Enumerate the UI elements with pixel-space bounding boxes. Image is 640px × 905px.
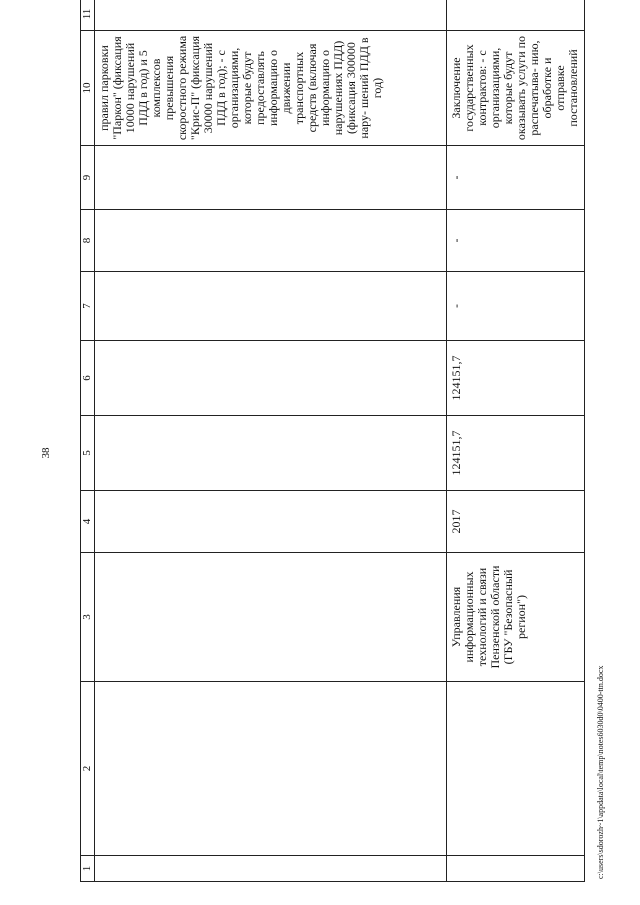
table-cell: 124151,7: [447, 341, 585, 416]
table-cell: [447, 856, 585, 882]
table-cell: [95, 491, 447, 553]
table-row: [95, 0, 447, 882]
table-cell: Управления информационных технологий и связи Пензенской области (ГБУ "Безопасный регион"): [447, 553, 585, 682]
table-cell: [95, 341, 447, 416]
header-cell: 7: [81, 272, 95, 341]
table-row: [447, 0, 585, 882]
table-cell: [447, 0, 585, 31]
page-number: 38: [40, 447, 52, 459]
table-cell: -: [447, 146, 585, 210]
header-cell: 2: [81, 682, 95, 856]
table-cell: Заключение государственных контрактов: - с организациями, которые будут оказывать услуги по распечатыва- нию, обработке и отправке постановлений: [447, 31, 585, 146]
table-cell: правил парковки "Паркон" (фиксация 10000 нарушений ПДД в год) и 5 комплексов превышения скоростного режима "Крис-П" (фиксация 30000 нарушений ПДД в год); - с организациями, которые будут предоставлять информацию о движении транспортных средств (включая информацию о нарушениях ПДД) (фиксация 300000 нару- шений ПДД в год): [95, 31, 447, 146]
table-cell: [95, 553, 447, 682]
header-row: [81, 0, 95, 882]
header-cell: 6: [81, 341, 95, 416]
table-cell: [95, 146, 447, 210]
table-cell: -: [447, 210, 585, 272]
data-table: [80, 0, 585, 882]
table-cell: 124151,7: [447, 416, 585, 491]
table-container: [80, 8, 585, 882]
header-cell: 3: [81, 553, 95, 682]
header-cell: 4: [81, 491, 95, 553]
table-cell: 2017: [447, 491, 585, 553]
table-cell: -: [447, 272, 585, 341]
table-cell: [95, 272, 447, 341]
header-cell: 10: [81, 31, 95, 146]
table-cell: [95, 416, 447, 491]
table-cell: [447, 682, 585, 856]
header-cell: 9: [81, 146, 95, 210]
file-path: c:\users\sdorozh~1\appdata\local\temp\notes6030d0\0400-ttn.docx: [596, 665, 605, 879]
table-cell: [95, 210, 447, 272]
header-cell: 1: [81, 856, 95, 882]
header-cell: 5: [81, 416, 95, 491]
table-cell: [95, 856, 447, 882]
table-cell: [95, 0, 447, 31]
header-cell: 11: [81, 0, 95, 31]
header-cell: 8: [81, 210, 95, 272]
table-cell: [95, 682, 447, 856]
